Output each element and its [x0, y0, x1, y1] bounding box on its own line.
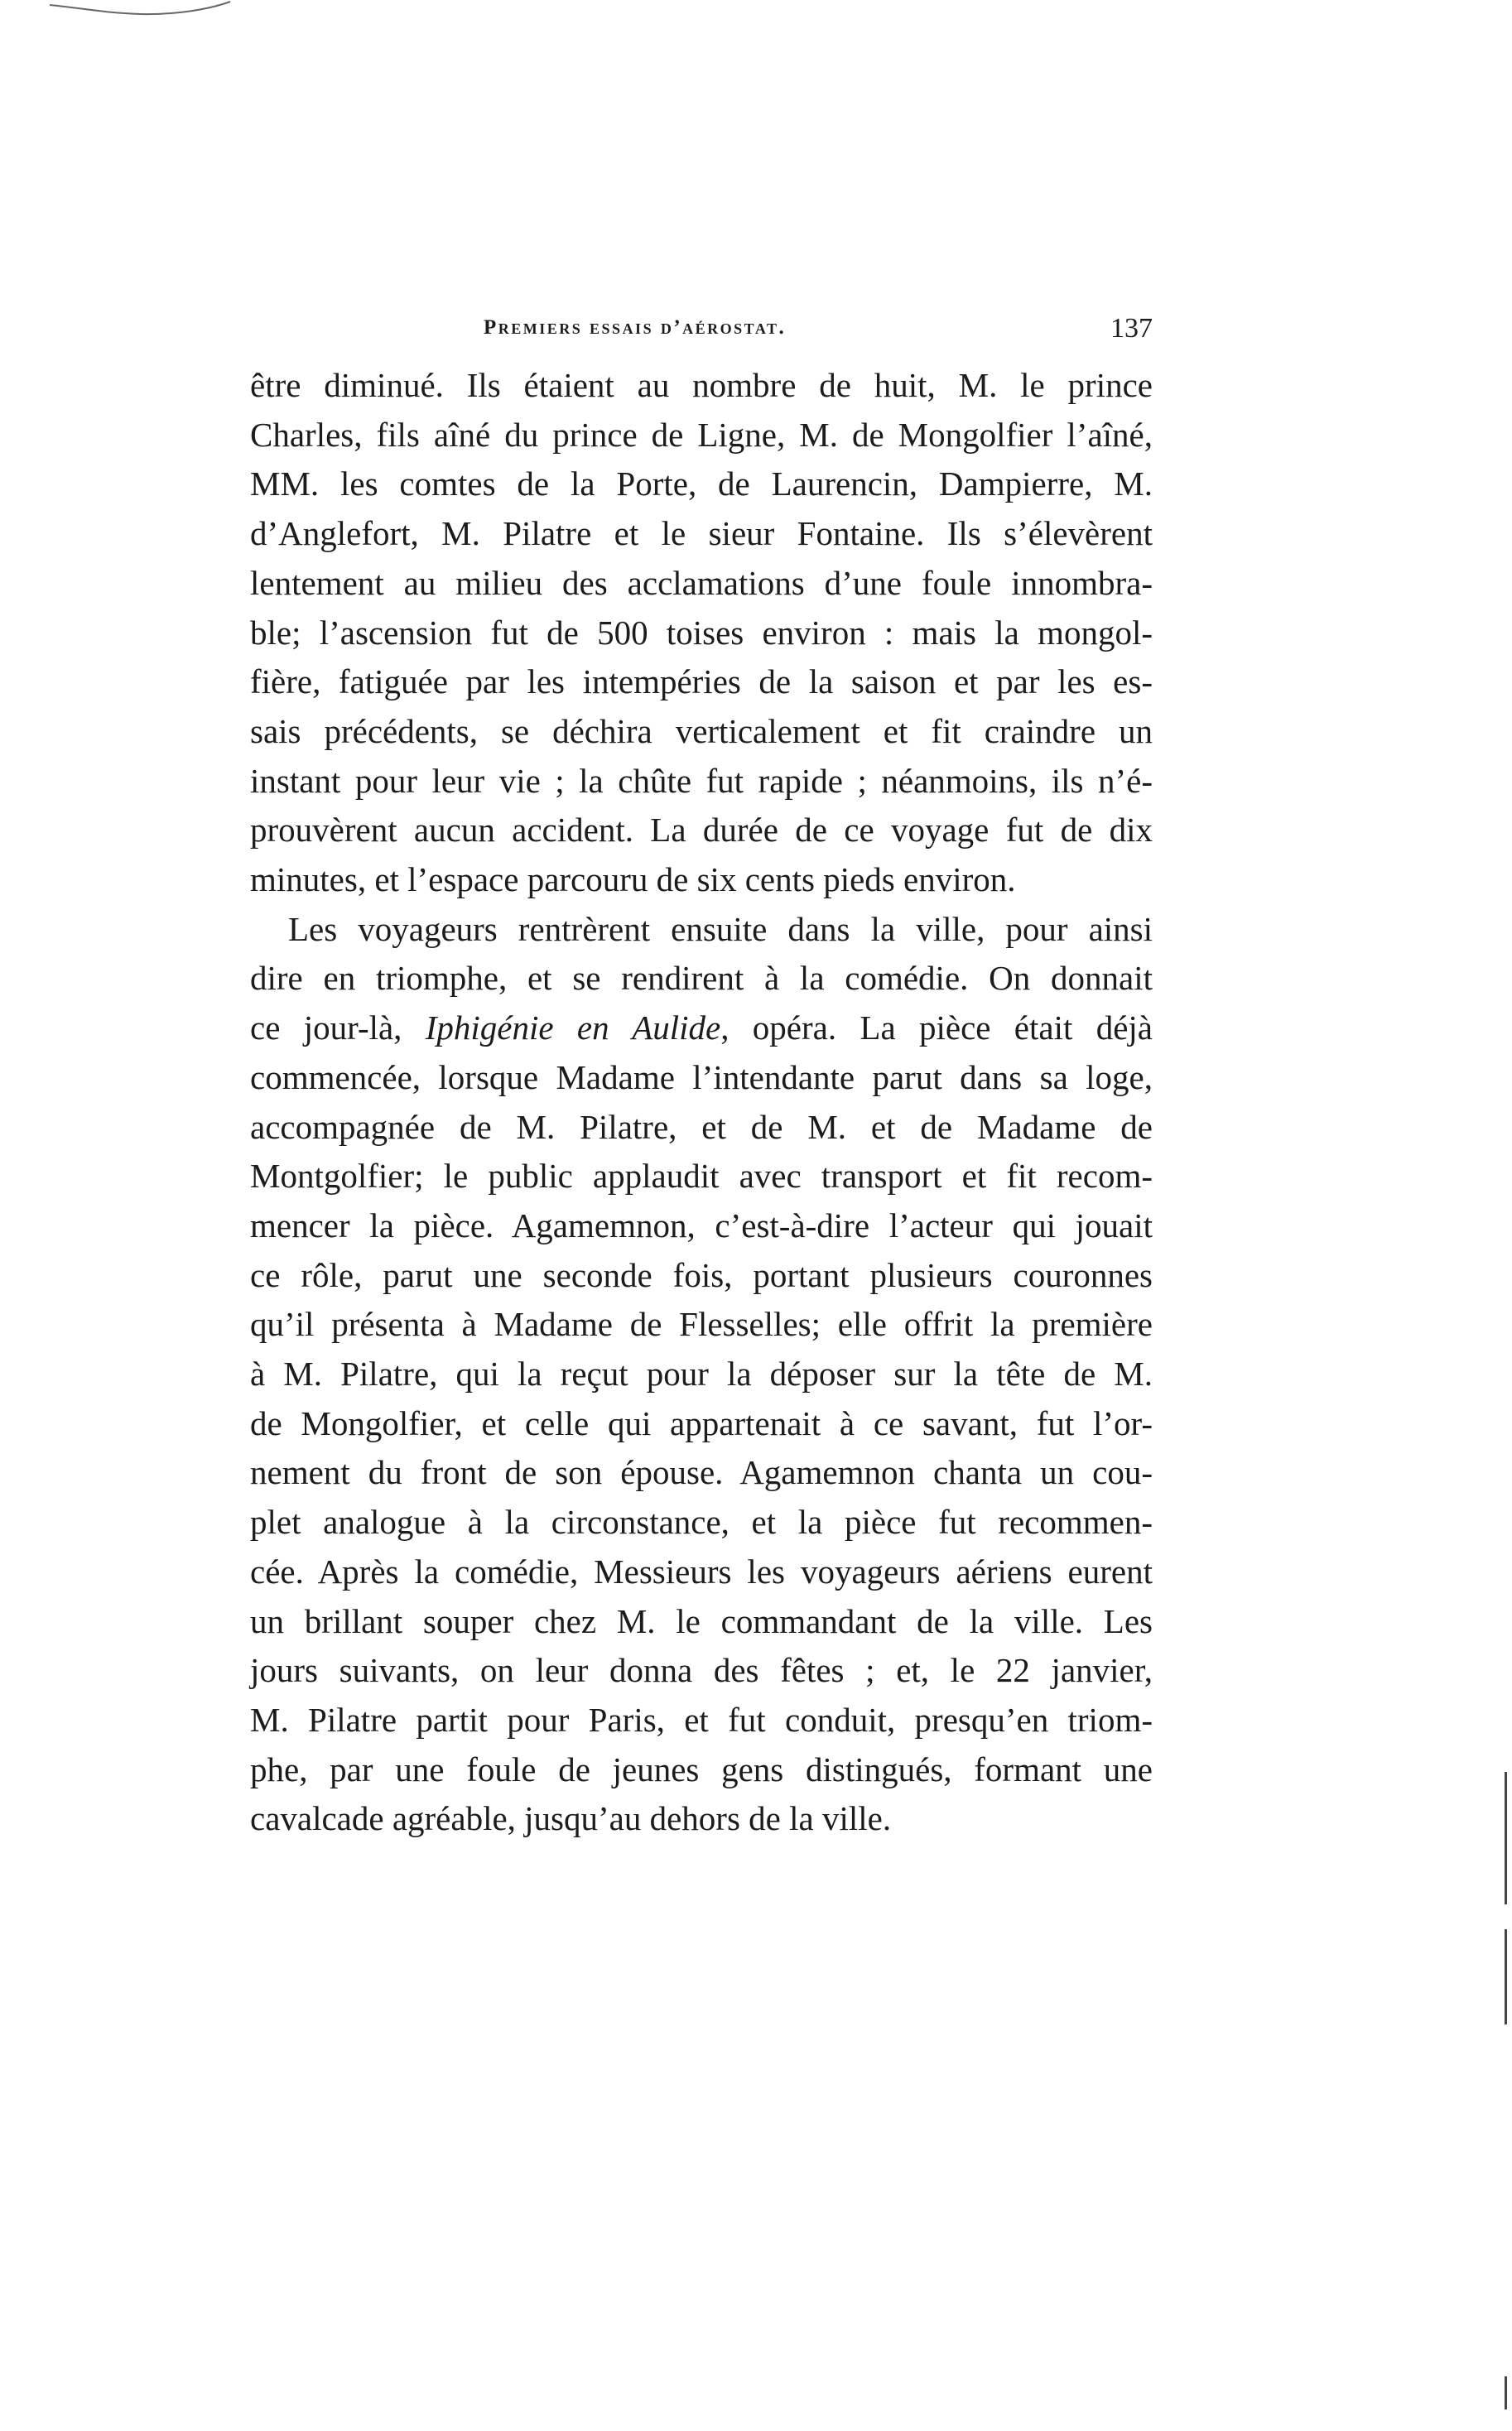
text-line: dire en triomphe, et se rendirent à la comédie. On donnait [250, 959, 1153, 998]
text-line: de Mongolfier, et celle qui appartenait à ce savant, fut l’or- [250, 1403, 1153, 1442]
text-line: ce rôle, parut une seconde fois, portant plusieurs couronnes [250, 1255, 1153, 1294]
text-line: qu’il présenta à Madame de Flesselles; elle offrit la première [250, 1305, 1153, 1344]
scan-margin-line-upper [1505, 1772, 1507, 1904]
text-line: commencée, lorsque Madame l’intendante parut dans sa loge, [250, 1057, 1153, 1096]
text-line: jours suivants, on leur donna des fêtes ; et, le 22 janvier, [250, 1651, 1153, 1690]
text-line: M. Pilatre partit pour Paris, et fut conduit, presqu’en triom- [250, 1700, 1153, 1739]
text-line: accompagnée de M. Pilatre, et de M. et de Madame de [250, 1107, 1153, 1146]
text-line: fière, fatiguée par les intempéries de la saison et par les es- [250, 662, 1153, 701]
text-line: mencer la pièce. Agamemnon, c’est-à-dire l’acteur qui jouait [250, 1206, 1153, 1244]
running-head [250, 313, 1153, 354]
scan-margin-line-lower [1505, 1929, 1507, 2024]
text-line: à M. Pilatre, qui la reçut pour la déposer sur la tête de M. [250, 1355, 1153, 1394]
book-page [250, 313, 1153, 1844]
text-line: sais précédents, se déchira verticalement et fit craindre un [250, 711, 1153, 750]
scan-edge-mark [50, 0, 232, 33]
body-text [250, 361, 1153, 1844]
text-line: minutes, et l’espace parcouru de six cents pieds environ. [250, 860, 1016, 899]
text-line: lentement au milieu des acclamations d’une foule innombra- [250, 563, 1153, 602]
text-segment: , opéra. La pièce était déjà [720, 1009, 1153, 1047]
text-line: plet analogue à la circonstance, et la pièce fut recommen- [250, 1503, 1153, 1542]
text-line: cée. Après la comédie, Messieurs les voyageurs aériens eurent [250, 1552, 1153, 1591]
text-line: Les voyageurs rentrèrent ensuite dans la ville, pour ainsi [288, 909, 1153, 948]
running-title: Premiers essais d’aérostat. [484, 316, 787, 339]
text-segment: ce jour-là, [250, 1009, 426, 1047]
text-line: instant pour leur vie ; la chûte fut rapide ; néanmoins, ils n’é- [250, 761, 1153, 800]
text-line: un brillant souper chez M. le commandant de la ville. Les [250, 1601, 1153, 1640]
text-line: d’Anglefort, M. Pilatre et le sieur Fontaine. Ils s’élevèrent [250, 514, 1153, 553]
text-line: ble; l’ascension fut de 500 toises environ : mais la mongol- [250, 613, 1153, 652]
text-line: nement du front de son épouse. Agamemnon chanta un cou- [250, 1453, 1153, 1492]
text-line [250, 1004, 1153, 1053]
page-number: 137 [1110, 313, 1153, 344]
opera-title: Iphigénie en Aulide [425, 1009, 721, 1047]
text-line: prouvèrent aucun accident. La durée de ce voyage fut de dix [250, 811, 1153, 850]
text-line: MM. les comtes de la Porte, de Laurencin, Dampierre, M. [250, 465, 1153, 503]
text-line: cavalcade agréable, jusqu’au dehors de la ville. [250, 1799, 892, 1838]
text-line: Charles, fils aîné du prince de Ligne, M. de Mongolfier l’aîné, [250, 415, 1153, 454]
scan-margin-line-bottom [1505, 2376, 1507, 2409]
text-line: phe, par une foule de jeunes gens distingués, formant une [250, 1750, 1153, 1788]
text-line: Montgolfier; le public applaudit avec transport et fit recom- [250, 1157, 1153, 1196]
text-line: être diminué. Ils étaient au nombre de huit, M. le prince [250, 366, 1153, 404]
